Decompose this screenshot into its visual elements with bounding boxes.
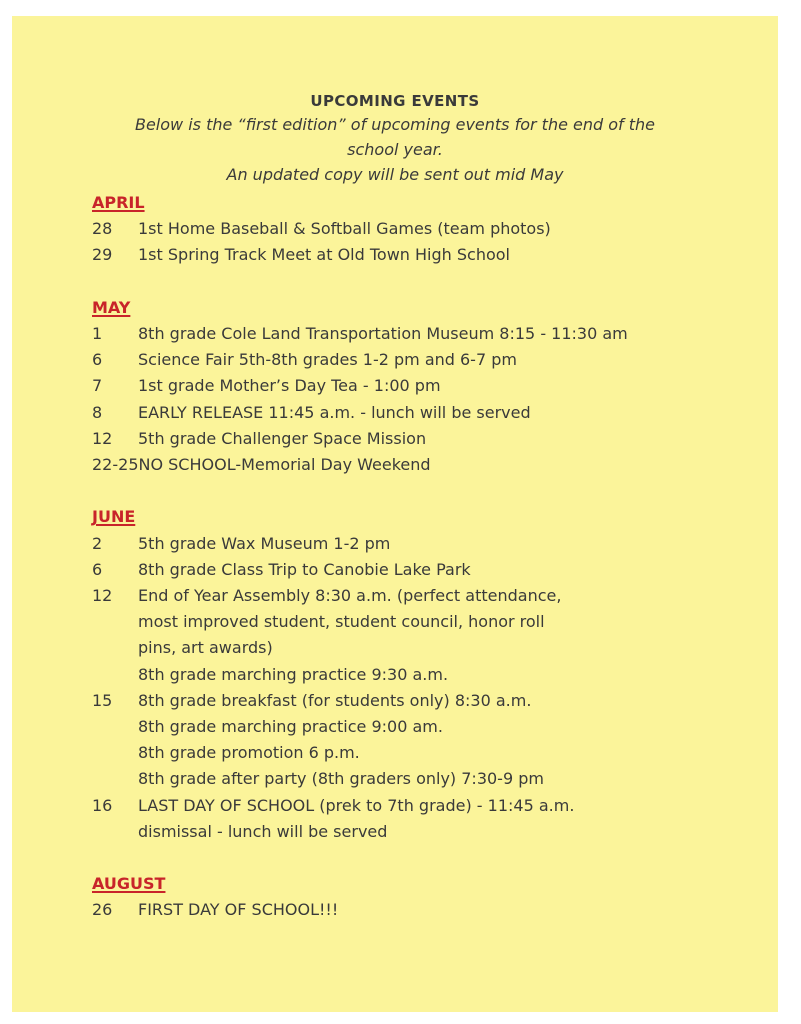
event-text: End of Year Assembly 8:30 a.m. (perfect attendance, <box>138 585 562 605</box>
event-row <box>92 347 742 373</box>
event-day: 12 <box>92 585 113 605</box>
flyer-sheet <box>12 16 778 1012</box>
event-text: Science Fair 5th-8th grades 1-2 pm and 6-7 pm <box>138 350 517 370</box>
subtitle-line-3: An updated copy will be sent out mid May <box>226 165 564 184</box>
event-text: 5th grade Challenger Space Mission <box>138 428 427 448</box>
subtitle-line-2: school year. <box>347 140 443 159</box>
section-spacer <box>92 845 742 871</box>
event-day: 1 <box>92 323 103 343</box>
month-heading-may: MAY <box>92 297 131 317</box>
event-continuation: pins, art awards) <box>138 638 273 658</box>
event-row <box>92 400 742 426</box>
event-day: 6 <box>92 559 103 579</box>
event-day: 8 <box>92 402 103 422</box>
event-text: LAST DAY OF SCHOOL (prek to 7th grade) - 11:45 a.m. <box>138 795 575 815</box>
month-heading-august: AUGUST <box>92 874 166 894</box>
event-text: 1st grade Mother’s Day Tea - 1:00 pm <box>138 376 441 396</box>
event-day: 16 <box>92 795 113 815</box>
event-day: 22-25 <box>92 454 139 474</box>
event-row <box>92 583 742 609</box>
event-text: EARLY RELEASE 11:45 a.m. - lunch will be served <box>138 402 531 422</box>
event-text: 8th grade Cole Land Transportation Museum 8:15 - 11:30 am <box>138 323 628 343</box>
event-continuation: 8th grade promotion 6 p.m. <box>138 743 360 763</box>
event-row <box>92 793 742 819</box>
event-text: 1st Spring Track Meet at Old Town High School <box>138 245 510 265</box>
section-spacer <box>92 478 742 504</box>
event-day: 29 <box>92 245 113 265</box>
page-title: UPCOMING EVENTS <box>310 92 480 110</box>
month-heading-june: JUNE <box>92 507 136 527</box>
section-spacer <box>92 269 742 295</box>
event-day: 7 <box>92 376 103 396</box>
event-row <box>92 242 742 268</box>
event-text: NO SCHOOL-Memorial Day Weekend <box>138 454 431 474</box>
event-continuation: 8th grade marching practice 9:00 am. <box>138 716 443 736</box>
event-day: 28 <box>92 219 113 239</box>
event-continuation: 8th grade marching practice 9:30 a.m. <box>138 664 449 684</box>
event-day: 26 <box>92 900 113 920</box>
subtitle-line-1: Below is the “first edition” of upcoming events for the end of the <box>134 115 656 134</box>
events-list <box>92 190 742 924</box>
event-row <box>92 452 742 478</box>
event-row <box>92 688 742 714</box>
event-day: 2 <box>92 533 103 553</box>
flyer-header <box>12 90 778 187</box>
event-text: 8th grade breakfast (for students only) 8:30 a.m. <box>138 690 532 710</box>
event-row <box>92 897 742 923</box>
event-row <box>92 531 742 557</box>
event-day: 6 <box>92 350 103 370</box>
event-row <box>92 373 742 399</box>
event-text: 5th grade Wax Museum 1-2 pm <box>138 533 391 553</box>
event-continuation: 8th grade after party (8th graders only) 7:30-9 pm <box>138 769 544 789</box>
event-row <box>92 216 742 242</box>
event-row <box>92 557 742 583</box>
event-text: 1st Home Baseball & Softball Games (team photos) <box>138 219 551 239</box>
event-row <box>92 426 742 452</box>
event-continuation: most improved student, student council, honor roll <box>138 612 545 632</box>
month-heading-april: APRIL <box>92 193 145 212</box>
event-day: 15 <box>92 690 113 710</box>
event-row <box>92 321 742 347</box>
event-day: 12 <box>92 428 113 448</box>
event-text: 8th grade Class Trip to Canobie Lake Park <box>138 559 471 579</box>
event-continuation: dismissal - lunch will be served <box>138 821 388 841</box>
event-text: FIRST DAY OF SCHOOL!!! <box>138 900 339 920</box>
